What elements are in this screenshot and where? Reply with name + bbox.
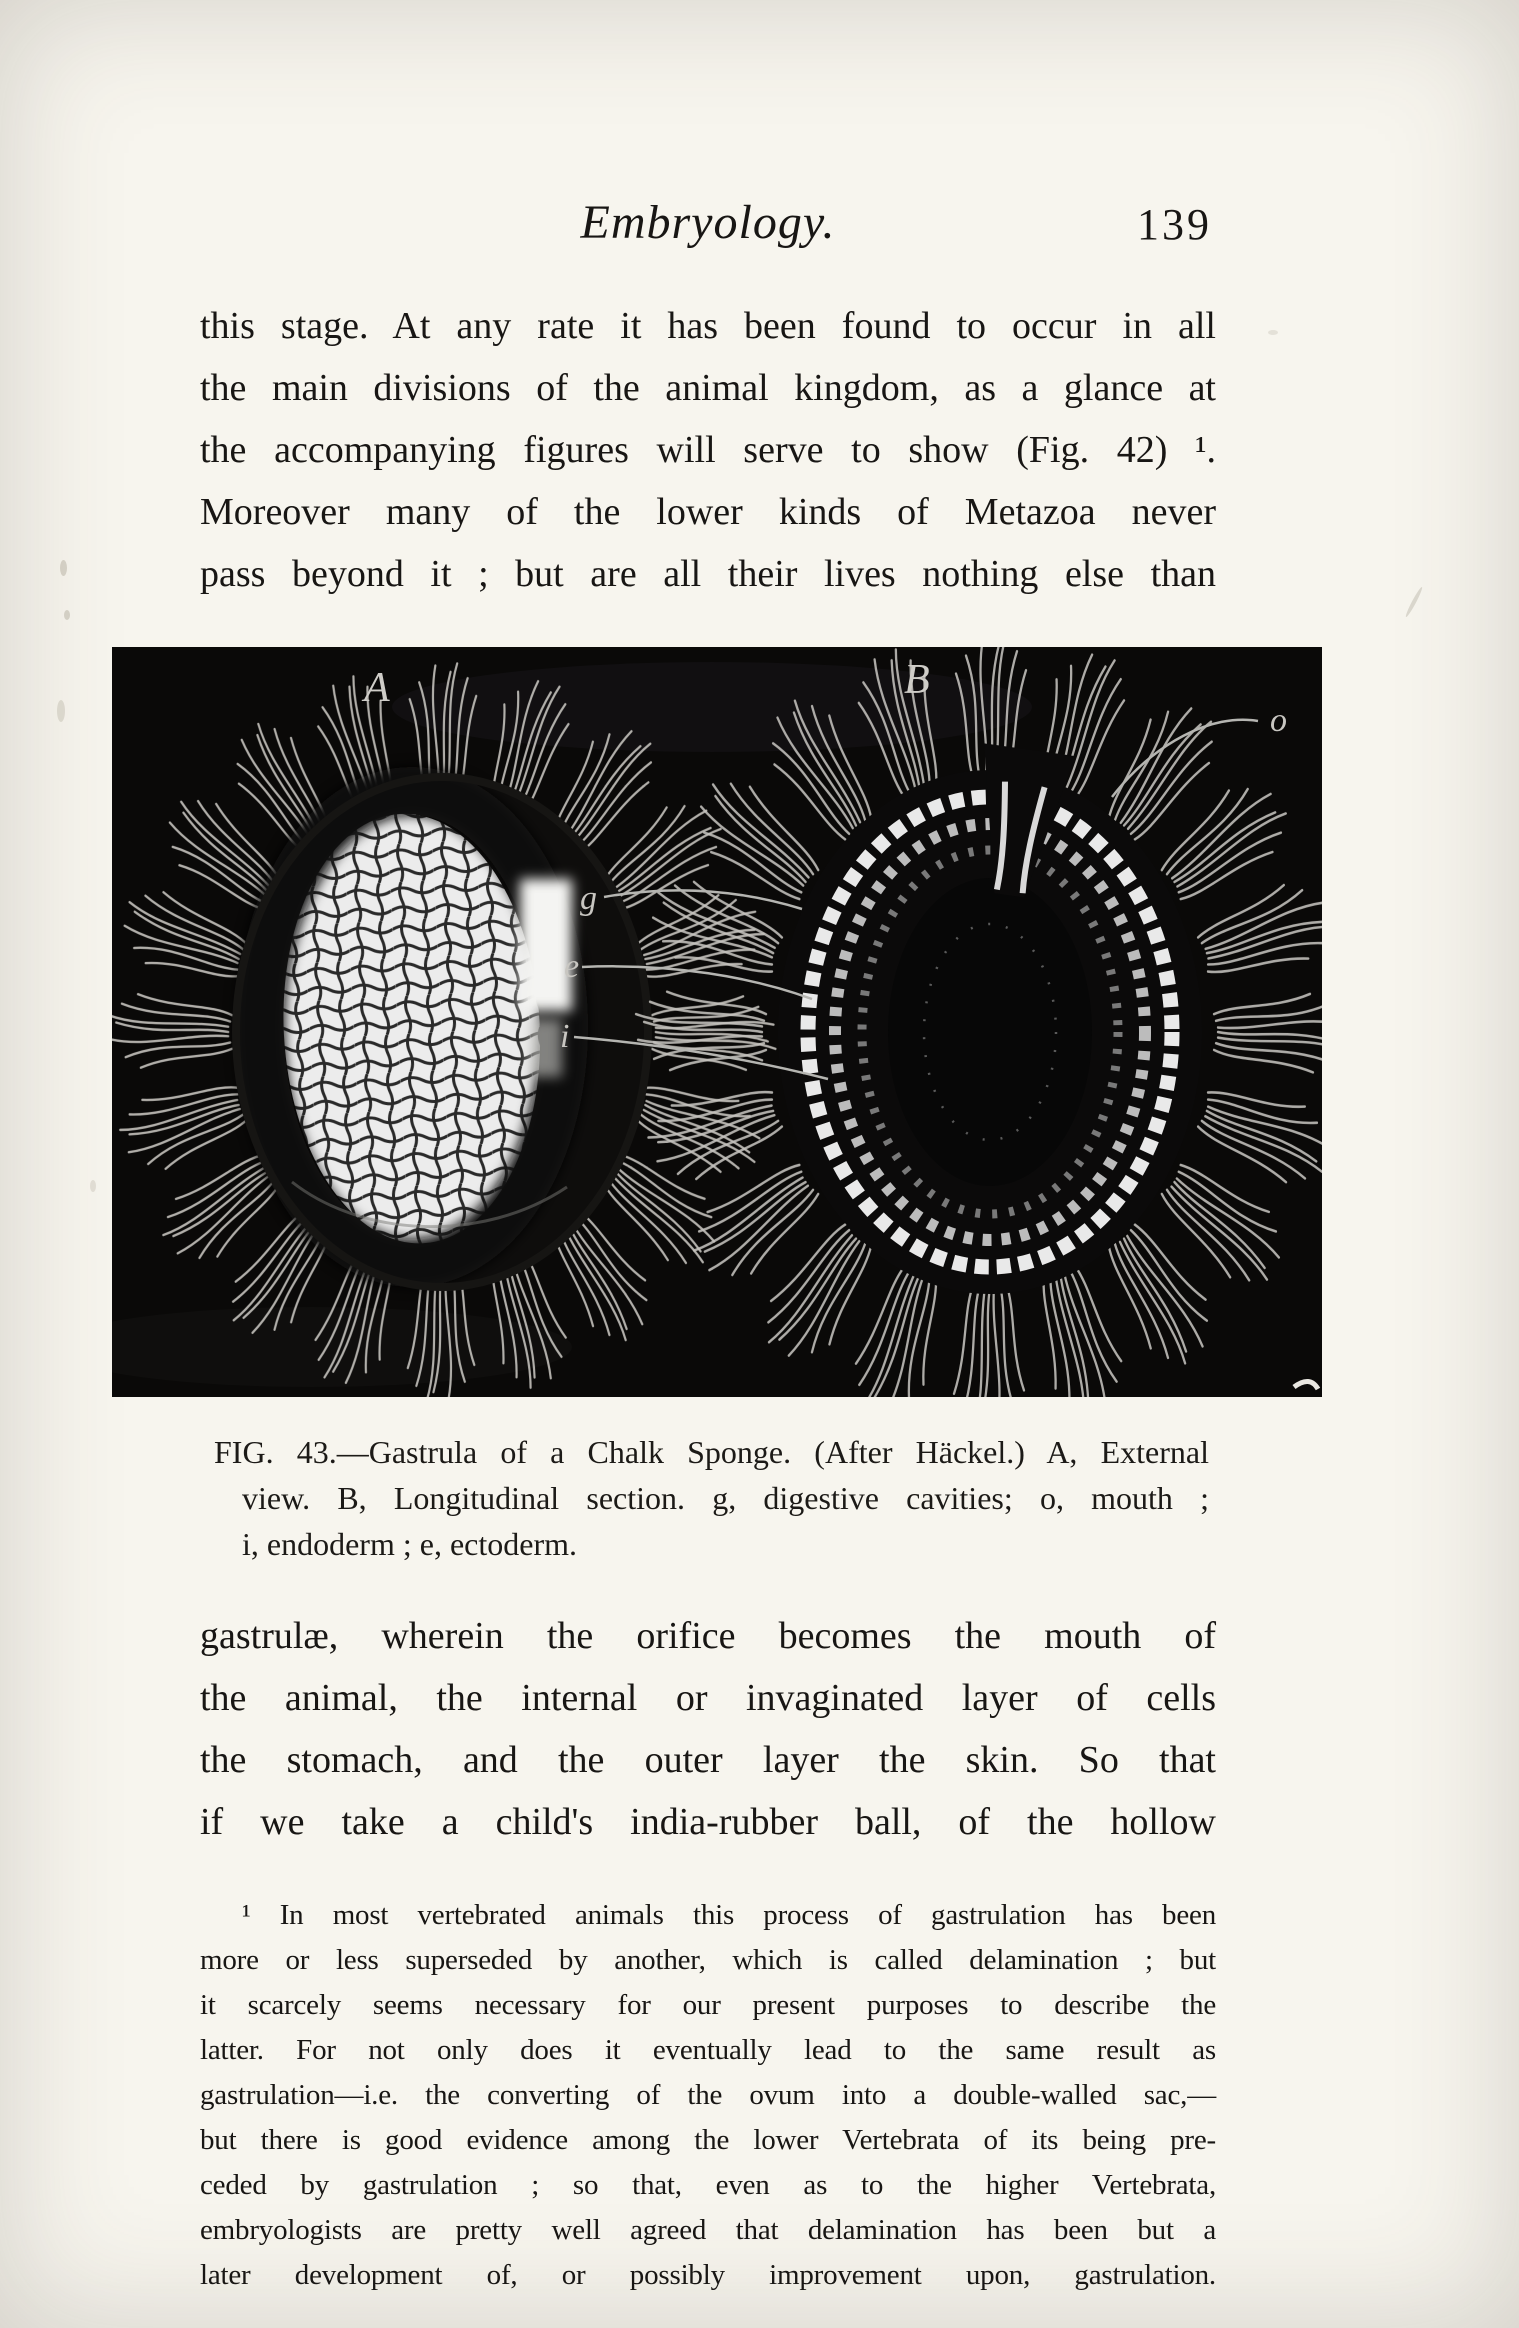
figure-label-g: g [580,880,597,917]
text-line: view. B, Longitudinal section. g, digestive cavities; o, mouth ; [242,1480,1209,1516]
text-line: it scarcely seems necessary for our present purposes to describe the [200,1989,1216,2021]
text-line: Moreover many of the lower kinds of Metazoa never [200,491,1216,533]
text-line: the main divisions of the animal kingdom, as a glance at [200,367,1216,409]
text-line: the stomach, and the outer layer the skin. So that [200,1739,1216,1781]
page-header [200,195,1216,257]
paragraph-2 [200,1605,1216,1853]
scan-smudge [1268,330,1278,335]
text-line: FIG. 43.—Gastrula of a Chalk Sponge. (After Häckel.) A, External [214,1434,1209,1470]
figure-label-i: i [560,1018,570,1055]
scan-smudge [90,1180,96,1192]
text-line: embryologists are pretty well agreed that delamination has been but a [200,2214,1216,2246]
page-number: 139 [1137,200,1212,249]
figure-engraving [112,647,1322,1397]
figure-43-plate [112,647,1322,1397]
text-line: ¹ In most vertebrated animals this process of gastrulation has been [242,1899,1216,1931]
text-line: the animal, the internal or invaginated layer of cells [200,1677,1216,1719]
text-line: but there is good evidence among the lower Vertebrata of its being pre- [200,2124,1216,2156]
running-title: Embryology. [580,196,836,249]
text-line: i, endoderm ; e, ectoderm. [242,1526,577,1562]
figure-caption [214,1429,1209,1567]
footnote [200,1893,1216,2298]
text-line: gastrulæ, wherein the orifice becomes the mouth of [200,1615,1216,1657]
text-line: pass beyond it ; but are all their lives nothing else than [200,553,1216,595]
text-line: gastrulation—i.e. the converting of the ovum into a double-walled sac,— [200,2079,1216,2111]
figure-label-o: o [1270,702,1287,739]
scan-smudge [57,700,65,722]
text-line: more or less superseded by another, which is called delamination ; but [200,1944,1216,1976]
text-line: if we take a child's india-rubber ball, of the hollow [200,1801,1216,1843]
text-line: ceded by gastrulation ; so that, even as to the higher Vertebrata, [200,2169,1216,2201]
scan-smudge [1404,586,1423,618]
text-line: later development of, or possibly improvement upon, gastrulation. [200,2259,1216,2291]
scan-smudge [60,560,67,576]
figure-label-e: e [564,948,580,985]
scan-smudge [64,610,70,620]
paragraph-1 [200,295,1216,605]
text-line: latter. For not only does it eventually lead to the same result as [200,2034,1216,2066]
figure-label-a: A [364,665,390,711]
plate-texture [392,662,1032,752]
figure-label-b: B [904,657,930,703]
text-line: the accompanying figures will serve to show (Fig. 42) ¹. [200,429,1216,471]
text-line: this stage. At any rate it has been found to occur in all [200,305,1216,347]
